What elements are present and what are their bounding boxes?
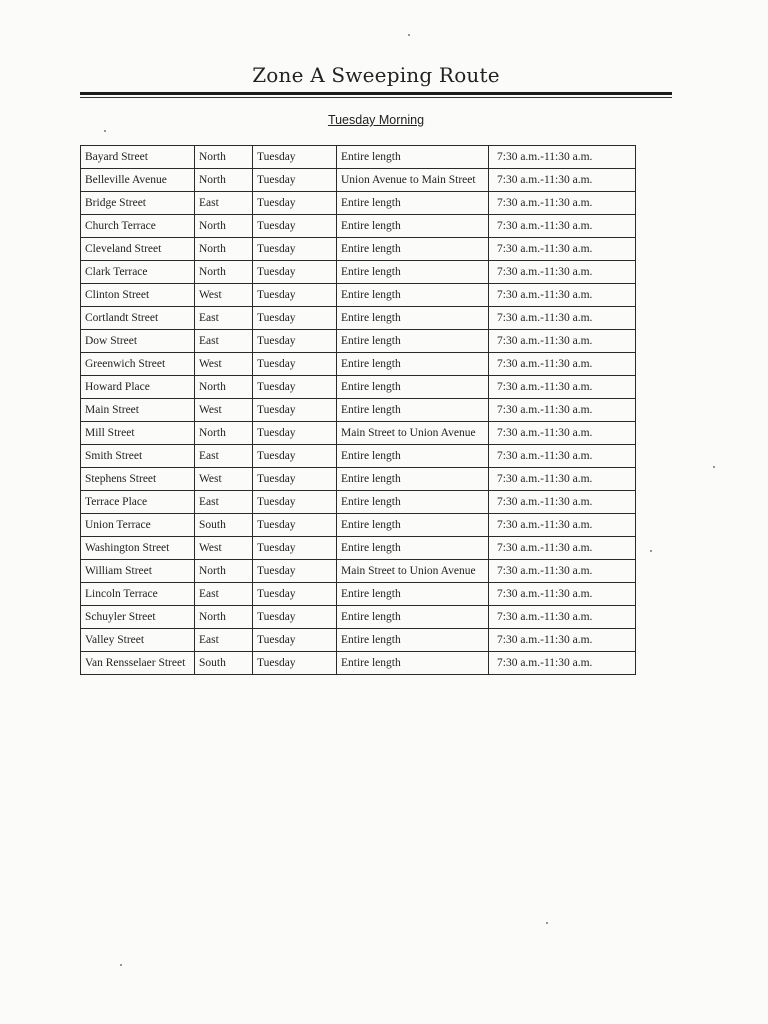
table-row bbox=[81, 422, 636, 445]
street-cell: Bridge Street bbox=[81, 192, 195, 215]
scan-speck bbox=[650, 550, 652, 552]
time-cell: 7:30 a.m.-11:30 a.m. bbox=[489, 629, 636, 652]
day-cell: Tuesday bbox=[253, 606, 337, 629]
day-cell: Tuesday bbox=[253, 146, 337, 169]
limits-cell: Union Avenue to Main Street bbox=[337, 169, 489, 192]
time-cell: 7:30 a.m.-11:30 a.m. bbox=[489, 169, 636, 192]
street-cell: Belleville Avenue bbox=[81, 169, 195, 192]
table-row bbox=[81, 146, 636, 169]
time-cell: 7:30 a.m.-11:30 a.m. bbox=[489, 353, 636, 376]
street-cell: Bayard Street bbox=[81, 146, 195, 169]
time-cell: 7:30 a.m.-11:30 a.m. bbox=[489, 652, 636, 675]
time-cell: 7:30 a.m.-11:30 a.m. bbox=[489, 215, 636, 238]
day-cell: Tuesday bbox=[253, 652, 337, 675]
side-cell: East bbox=[195, 330, 253, 353]
day-cell: Tuesday bbox=[253, 169, 337, 192]
limits-cell: Entire length bbox=[337, 537, 489, 560]
street-cell: Dow Street bbox=[81, 330, 195, 353]
day-cell: Tuesday bbox=[253, 583, 337, 606]
side-cell: North bbox=[195, 376, 253, 399]
limits-cell: Entire length bbox=[337, 238, 489, 261]
street-cell: Van Rensselaer Street bbox=[81, 652, 195, 675]
street-cell: Church Terrace bbox=[81, 215, 195, 238]
street-cell: Smith Street bbox=[81, 445, 195, 468]
time-cell: 7:30 a.m.-11:30 a.m. bbox=[489, 560, 636, 583]
time-cell: 7:30 a.m.-11:30 a.m. bbox=[489, 307, 636, 330]
day-cell: Tuesday bbox=[253, 560, 337, 583]
side-cell: South bbox=[195, 652, 253, 675]
day-cell: Tuesday bbox=[253, 399, 337, 422]
table-row bbox=[81, 514, 636, 537]
side-cell: North bbox=[195, 261, 253, 284]
limits-cell: Entire length bbox=[337, 330, 489, 353]
street-cell: Clinton Street bbox=[81, 284, 195, 307]
table-row bbox=[81, 537, 636, 560]
side-cell: East bbox=[195, 583, 253, 606]
scan-speck bbox=[408, 34, 410, 36]
page-subtitle: Tuesday Morning bbox=[327, 113, 425, 127]
side-cell: East bbox=[195, 445, 253, 468]
day-cell: Tuesday bbox=[253, 261, 337, 284]
table-row bbox=[81, 192, 636, 215]
limits-cell: Entire length bbox=[337, 146, 489, 169]
time-cell: 7:30 a.m.-11:30 a.m. bbox=[489, 261, 636, 284]
side-cell: East bbox=[195, 307, 253, 330]
street-cell: Clark Terrace bbox=[81, 261, 195, 284]
table-row bbox=[81, 629, 636, 652]
time-cell: 7:30 a.m.-11:30 a.m. bbox=[489, 192, 636, 215]
table-row bbox=[81, 583, 636, 606]
day-cell: Tuesday bbox=[253, 445, 337, 468]
time-cell: 7:30 a.m.-11:30 a.m. bbox=[489, 606, 636, 629]
route-table-body bbox=[81, 146, 636, 675]
street-cell: Cortlandt Street bbox=[81, 307, 195, 330]
table-row bbox=[81, 169, 636, 192]
table-row bbox=[81, 238, 636, 261]
table-row bbox=[81, 399, 636, 422]
street-cell: Stephens Street bbox=[81, 468, 195, 491]
limits-cell: Entire length bbox=[337, 215, 489, 238]
street-cell: Cleveland Street bbox=[81, 238, 195, 261]
time-cell: 7:30 a.m.-11:30 a.m. bbox=[489, 514, 636, 537]
time-cell: 7:30 a.m.-11:30 a.m. bbox=[489, 284, 636, 307]
day-cell: Tuesday bbox=[253, 514, 337, 537]
table-row bbox=[81, 284, 636, 307]
table-row bbox=[81, 468, 636, 491]
side-cell: East bbox=[195, 491, 253, 514]
day-cell: Tuesday bbox=[253, 353, 337, 376]
side-cell: North bbox=[195, 215, 253, 238]
table-row bbox=[81, 652, 636, 675]
time-cell: 7:30 a.m.-11:30 a.m. bbox=[489, 422, 636, 445]
street-cell: Main Street bbox=[81, 399, 195, 422]
limits-cell: Entire length bbox=[337, 192, 489, 215]
title-rule-thick bbox=[80, 92, 672, 95]
table-row bbox=[81, 215, 636, 238]
page-title: Zone A Sweeping Route bbox=[252, 63, 500, 87]
side-cell: North bbox=[195, 606, 253, 629]
table-row bbox=[81, 376, 636, 399]
street-cell: Union Terrace bbox=[81, 514, 195, 537]
street-cell: Howard Place bbox=[81, 376, 195, 399]
day-cell: Tuesday bbox=[253, 215, 337, 238]
limits-cell: Entire length bbox=[337, 468, 489, 491]
day-cell: Tuesday bbox=[253, 422, 337, 445]
street-cell: Terrace Place bbox=[81, 491, 195, 514]
sweeping-route-table bbox=[80, 145, 636, 675]
side-cell: North bbox=[195, 238, 253, 261]
side-cell: North bbox=[195, 422, 253, 445]
day-cell: Tuesday bbox=[253, 491, 337, 514]
time-cell: 7:30 a.m.-11:30 a.m. bbox=[489, 491, 636, 514]
day-cell: Tuesday bbox=[253, 537, 337, 560]
limits-cell: Entire length bbox=[337, 445, 489, 468]
scan-speck bbox=[713, 466, 715, 468]
table-row bbox=[81, 261, 636, 284]
day-cell: Tuesday bbox=[253, 238, 337, 261]
title-rule-thin bbox=[80, 97, 672, 98]
limits-cell: Entire length bbox=[337, 261, 489, 284]
street-cell: Mill Street bbox=[81, 422, 195, 445]
street-cell: Greenwich Street bbox=[81, 353, 195, 376]
limits-cell: Entire length bbox=[337, 514, 489, 537]
table-row bbox=[81, 353, 636, 376]
time-cell: 7:30 a.m.-11:30 a.m. bbox=[489, 445, 636, 468]
limits-cell: Entire length bbox=[337, 307, 489, 330]
scan-speck bbox=[104, 130, 106, 132]
day-cell: Tuesday bbox=[253, 629, 337, 652]
side-cell: West bbox=[195, 284, 253, 307]
day-cell: Tuesday bbox=[253, 330, 337, 353]
limits-cell: Entire length bbox=[337, 353, 489, 376]
time-cell: 7:30 a.m.-11:30 a.m. bbox=[489, 146, 636, 169]
time-cell: 7:30 a.m.-11:30 a.m. bbox=[489, 468, 636, 491]
limits-cell: Entire length bbox=[337, 284, 489, 307]
time-cell: 7:30 a.m.-11:30 a.m. bbox=[489, 376, 636, 399]
day-cell: Tuesday bbox=[253, 307, 337, 330]
scan-speck bbox=[120, 964, 122, 966]
day-cell: Tuesday bbox=[253, 376, 337, 399]
limits-cell: Entire length bbox=[337, 491, 489, 514]
limits-cell: Entire length bbox=[337, 629, 489, 652]
table-row bbox=[81, 491, 636, 514]
table-row bbox=[81, 606, 636, 629]
side-cell: West bbox=[195, 537, 253, 560]
limits-cell: Entire length bbox=[337, 583, 489, 606]
time-cell: 7:30 a.m.-11:30 a.m. bbox=[489, 537, 636, 560]
side-cell: North bbox=[195, 169, 253, 192]
side-cell: East bbox=[195, 629, 253, 652]
street-cell: Washington Street bbox=[81, 537, 195, 560]
limits-cell: Entire length bbox=[337, 606, 489, 629]
side-cell: West bbox=[195, 353, 253, 376]
table-row bbox=[81, 445, 636, 468]
time-cell: 7:30 a.m.-11:30 a.m. bbox=[489, 399, 636, 422]
limits-cell: Main Street to Union Avenue bbox=[337, 422, 489, 445]
limits-cell: Main Street to Union Avenue bbox=[337, 560, 489, 583]
limits-cell: Entire length bbox=[337, 376, 489, 399]
time-cell: 7:30 a.m.-11:30 a.m. bbox=[489, 238, 636, 261]
side-cell: East bbox=[195, 192, 253, 215]
table-row bbox=[81, 560, 636, 583]
street-cell: Schuyler Street bbox=[81, 606, 195, 629]
time-cell: 7:30 a.m.-11:30 a.m. bbox=[489, 583, 636, 606]
side-cell: West bbox=[195, 399, 253, 422]
scan-speck bbox=[546, 922, 548, 924]
table-row bbox=[81, 330, 636, 353]
limits-cell: Entire length bbox=[337, 399, 489, 422]
time-cell: 7:30 a.m.-11:30 a.m. bbox=[489, 330, 636, 353]
street-cell: William Street bbox=[81, 560, 195, 583]
day-cell: Tuesday bbox=[253, 468, 337, 491]
table-row bbox=[81, 307, 636, 330]
limits-cell: Entire length bbox=[337, 652, 489, 675]
side-cell: North bbox=[195, 146, 253, 169]
side-cell: West bbox=[195, 468, 253, 491]
street-cell: Valley Street bbox=[81, 629, 195, 652]
day-cell: Tuesday bbox=[253, 284, 337, 307]
side-cell: South bbox=[195, 514, 253, 537]
side-cell: North bbox=[195, 560, 253, 583]
street-cell: Lincoln Terrace bbox=[81, 583, 195, 606]
day-cell: Tuesday bbox=[253, 192, 337, 215]
